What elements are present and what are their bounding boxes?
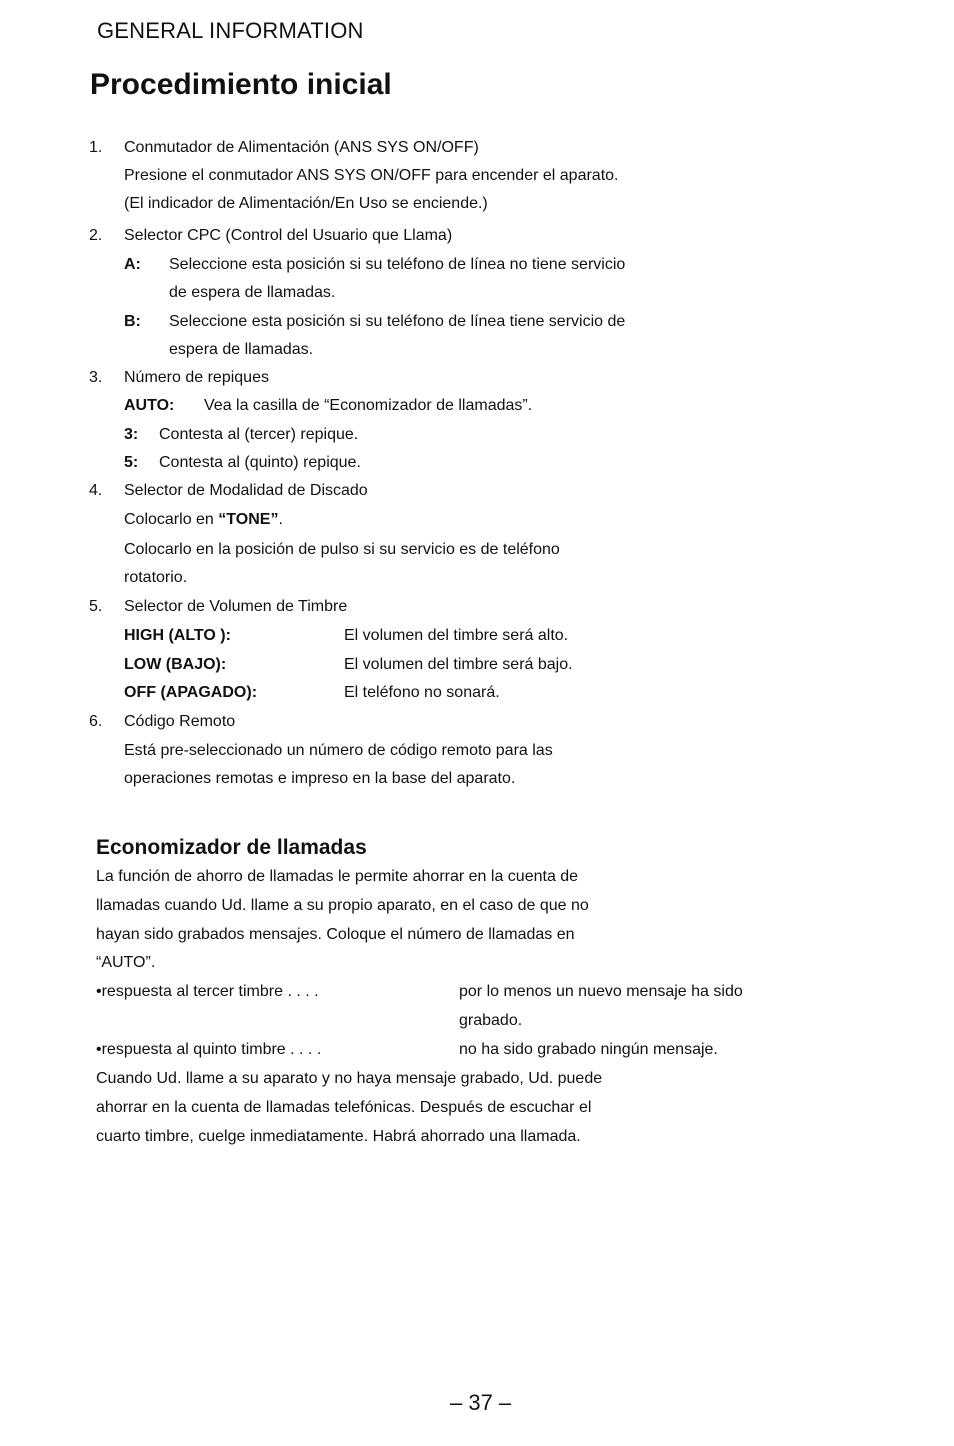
item-3-number: 3. (89, 369, 103, 386)
section-header: GENERAL INFORMATION (97, 18, 364, 43)
item-4-text: Colocarlo en “TONE”. (124, 511, 283, 528)
ring-3-key: 3: (124, 426, 139, 443)
option-b-text: espera de llamadas. (169, 341, 314, 358)
item-4-text: Colocarlo en la posición de pulso si su servicio es de teléfono (124, 541, 560, 558)
economizer-bullet: •respuesta al tercer timbre . . . . por lo menos un nuevo mensaje ha sido (96, 983, 743, 1000)
economizer-title: Economizador de llamadas (96, 836, 367, 859)
item-2-heading: Selector CPC (Control del Usuario que Llama) (124, 227, 453, 244)
economizer-paragraph: cuarto timbre, cuelge inmediatamente. Habrá ahorrado una llamada. (96, 1128, 581, 1145)
option-b-key: B: (124, 313, 141, 330)
economizer-paragraph: Cuando Ud. llame a su aparato y no haya mensaje grabado, Ud. puede (96, 1070, 603, 1087)
item-4-number: 4. (89, 482, 103, 499)
economizer-paragraph: ahorrar en la cuenta de llamadas telefónicas. Después de escuchar el (96, 1099, 592, 1116)
economizer-bullet-cont: grabado. (459, 1012, 523, 1029)
economizer-paragraph: hayan sido grabados mensajes. Coloque el número de llamadas en (96, 926, 575, 943)
item-3-heading: Número de repiques (124, 369, 269, 386)
ring-5-key: 5: (124, 454, 139, 471)
item-1-text: (El indicador de Alimentación/En Uso se enciende.) (124, 195, 488, 212)
economizer-bullet: •respuesta al quinto timbre . . . . no ha sido grabado ningún mensaje. (96, 1041, 718, 1058)
volume-row: LOW (BAJO): El volumen del timbre será bajo. (124, 656, 573, 673)
item-1-text: Presione el conmutador ANS SYS ON/OFF para encender el aparato. (124, 167, 619, 184)
item-6-number: 6. (89, 713, 103, 730)
page-title: Procedimiento inicial (90, 68, 392, 101)
item-6-heading: Código Remoto (124, 713, 236, 730)
option-a-key: A: (124, 256, 141, 273)
item-1-number: 1. (89, 139, 103, 156)
item-4-text: rotatorio. (124, 569, 188, 586)
ring-3-text: Contesta al (tercer) repique. (159, 426, 359, 443)
ring-auto-text: Vea la casilla de “Economizador de llamadas”. (204, 397, 533, 414)
item-5-number: 5. (89, 598, 103, 615)
item-5-heading: Selector de Volumen de Timbre (124, 598, 348, 615)
economizer-paragraph: “AUTO”. (96, 954, 156, 971)
ring-5-text: Contesta al (quinto) repique. (159, 454, 361, 471)
item-6-text: Está pre-seleccionado un número de código remoto para las (124, 742, 553, 759)
volume-row: HIGH (ALTO ): El volumen del timbre será alto. (124, 627, 569, 644)
economizer-paragraph: La función de ahorro de llamadas le permite ahorrar en la cuenta de (96, 868, 579, 885)
item-6-text: operaciones remotas e impreso en la base del aparato. (124, 770, 516, 787)
option-a-text: Seleccione esta posición si su teléfono de línea no tiene servicio (169, 256, 626, 273)
ring-auto-key: AUTO: (124, 397, 175, 414)
volume-row: OFF (APAGADO): El teléfono no sonará. (124, 684, 500, 701)
item-1-heading: Conmutador de Alimentación (ANS SYS ON/OFF) (124, 139, 479, 156)
economizer-paragraph: llamadas cuando Ud. llame a su propio aparato, en el caso de que no (96, 897, 589, 914)
item-2-number: 2. (89, 227, 103, 244)
page-number: – 37 – (450, 1390, 512, 1415)
option-b-text: Seleccione esta posición si su teléfono de línea tiene servicio de (169, 313, 626, 330)
item-4-heading: Selector de Modalidad de Discado (124, 482, 368, 499)
option-a-text: de espera de llamadas. (169, 284, 336, 301)
